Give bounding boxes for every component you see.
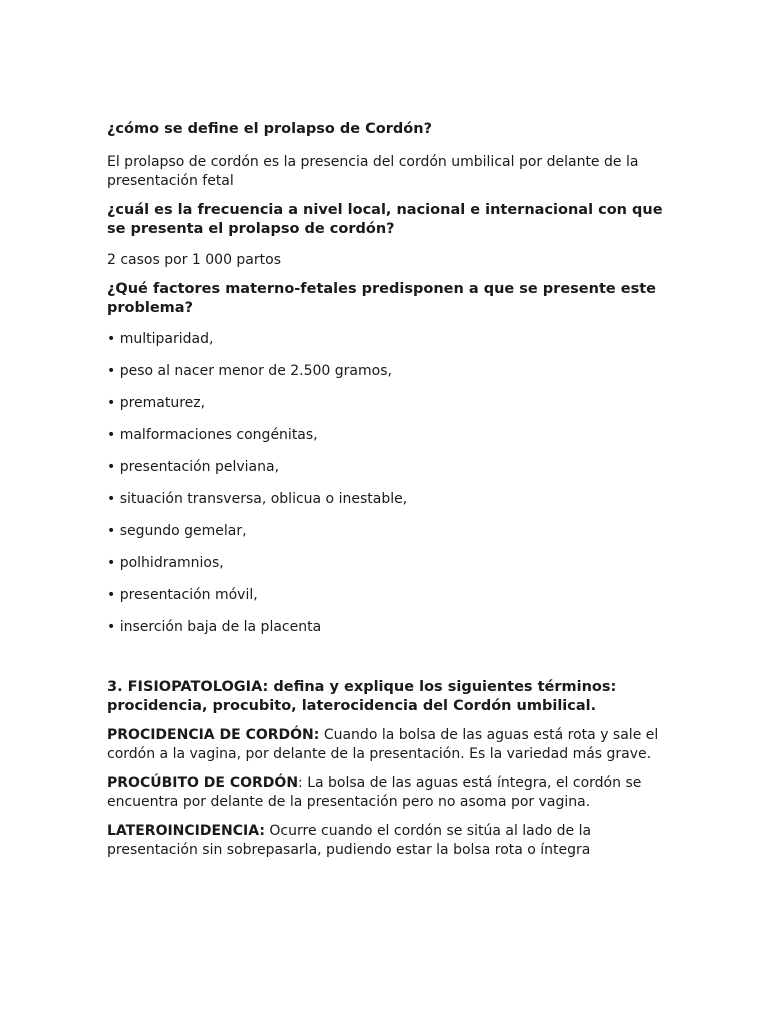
list-item: • presentación móvil, <box>107 587 258 603</box>
definition-procidencia <box>107 726 667 764</box>
section-title-fisiopatologia: 3. FISIOPATOLOGIA: defina y explique los siguientes términos: procidencia, procubito, laterocidencia del Cordón umbilical. <box>107 679 617 714</box>
list-item: • inserción baja de la placenta <box>107 619 322 635</box>
document-body <box>107 120 667 870</box>
term-procubito: PROCÚBITO DE CORDÓN <box>107 775 299 791</box>
term-lateroincidencia: LATEROINCIDENCIA: <box>107 823 265 839</box>
text-lateroincidencia: Ocurre cuando el cordón se sitúa al lado de la presentación sin sobrepasarla, pudiendo estar la bolsa rota o íntegra <box>107 823 592 858</box>
text-procubito: : La bolsa de las aguas está íntegra, el cordón se encuentra por delante de la presentación pero no asoma por vagina. <box>107 775 642 810</box>
answer-definition: El prolapso de cordón es la presencia del cordón umbilical por delante de la presentación fetal <box>107 154 639 189</box>
question-risk-factors: ¿Qué factores materno-fetales predisponen a que se presente este problema? <box>107 281 656 316</box>
section-spacer <box>107 650 667 678</box>
list-item: • situación transversa, oblicua o inestable, <box>107 491 408 507</box>
list-item: • prematurez, <box>107 395 206 411</box>
question-frequency: ¿cuál es la frecuencia a nivel local, nacional e internacional con que se presenta el prolapso de cordón? <box>107 202 663 237</box>
list-item: • malformaciones congénitas, <box>107 427 318 443</box>
term-procidencia: PROCIDENCIA DE CORDÓN: <box>107 727 320 743</box>
definition-lateroincidencia <box>107 822 667 860</box>
text-procidencia: Cuando la bolsa de las aguas está rota y sale el cordón a la vagina, por delante de la presentación. Es la variedad más grave. <box>107 727 659 762</box>
list-item: • segundo gemelar, <box>107 523 247 539</box>
risk-factor-list <box>107 330 667 650</box>
list-item: • polhidramnios, <box>107 555 224 571</box>
list-item: • presentación pelviana, <box>107 459 280 475</box>
definition-procubito <box>107 774 667 812</box>
answer-frequency: 2 casos por 1 000 partos <box>107 252 281 268</box>
list-item: • multiparidad, <box>107 331 214 347</box>
question-definition: ¿cómo se define el prolapso de Cordón? <box>107 121 432 137</box>
list-item: • peso al nacer menor de 2.500 gramos, <box>107 363 392 379</box>
